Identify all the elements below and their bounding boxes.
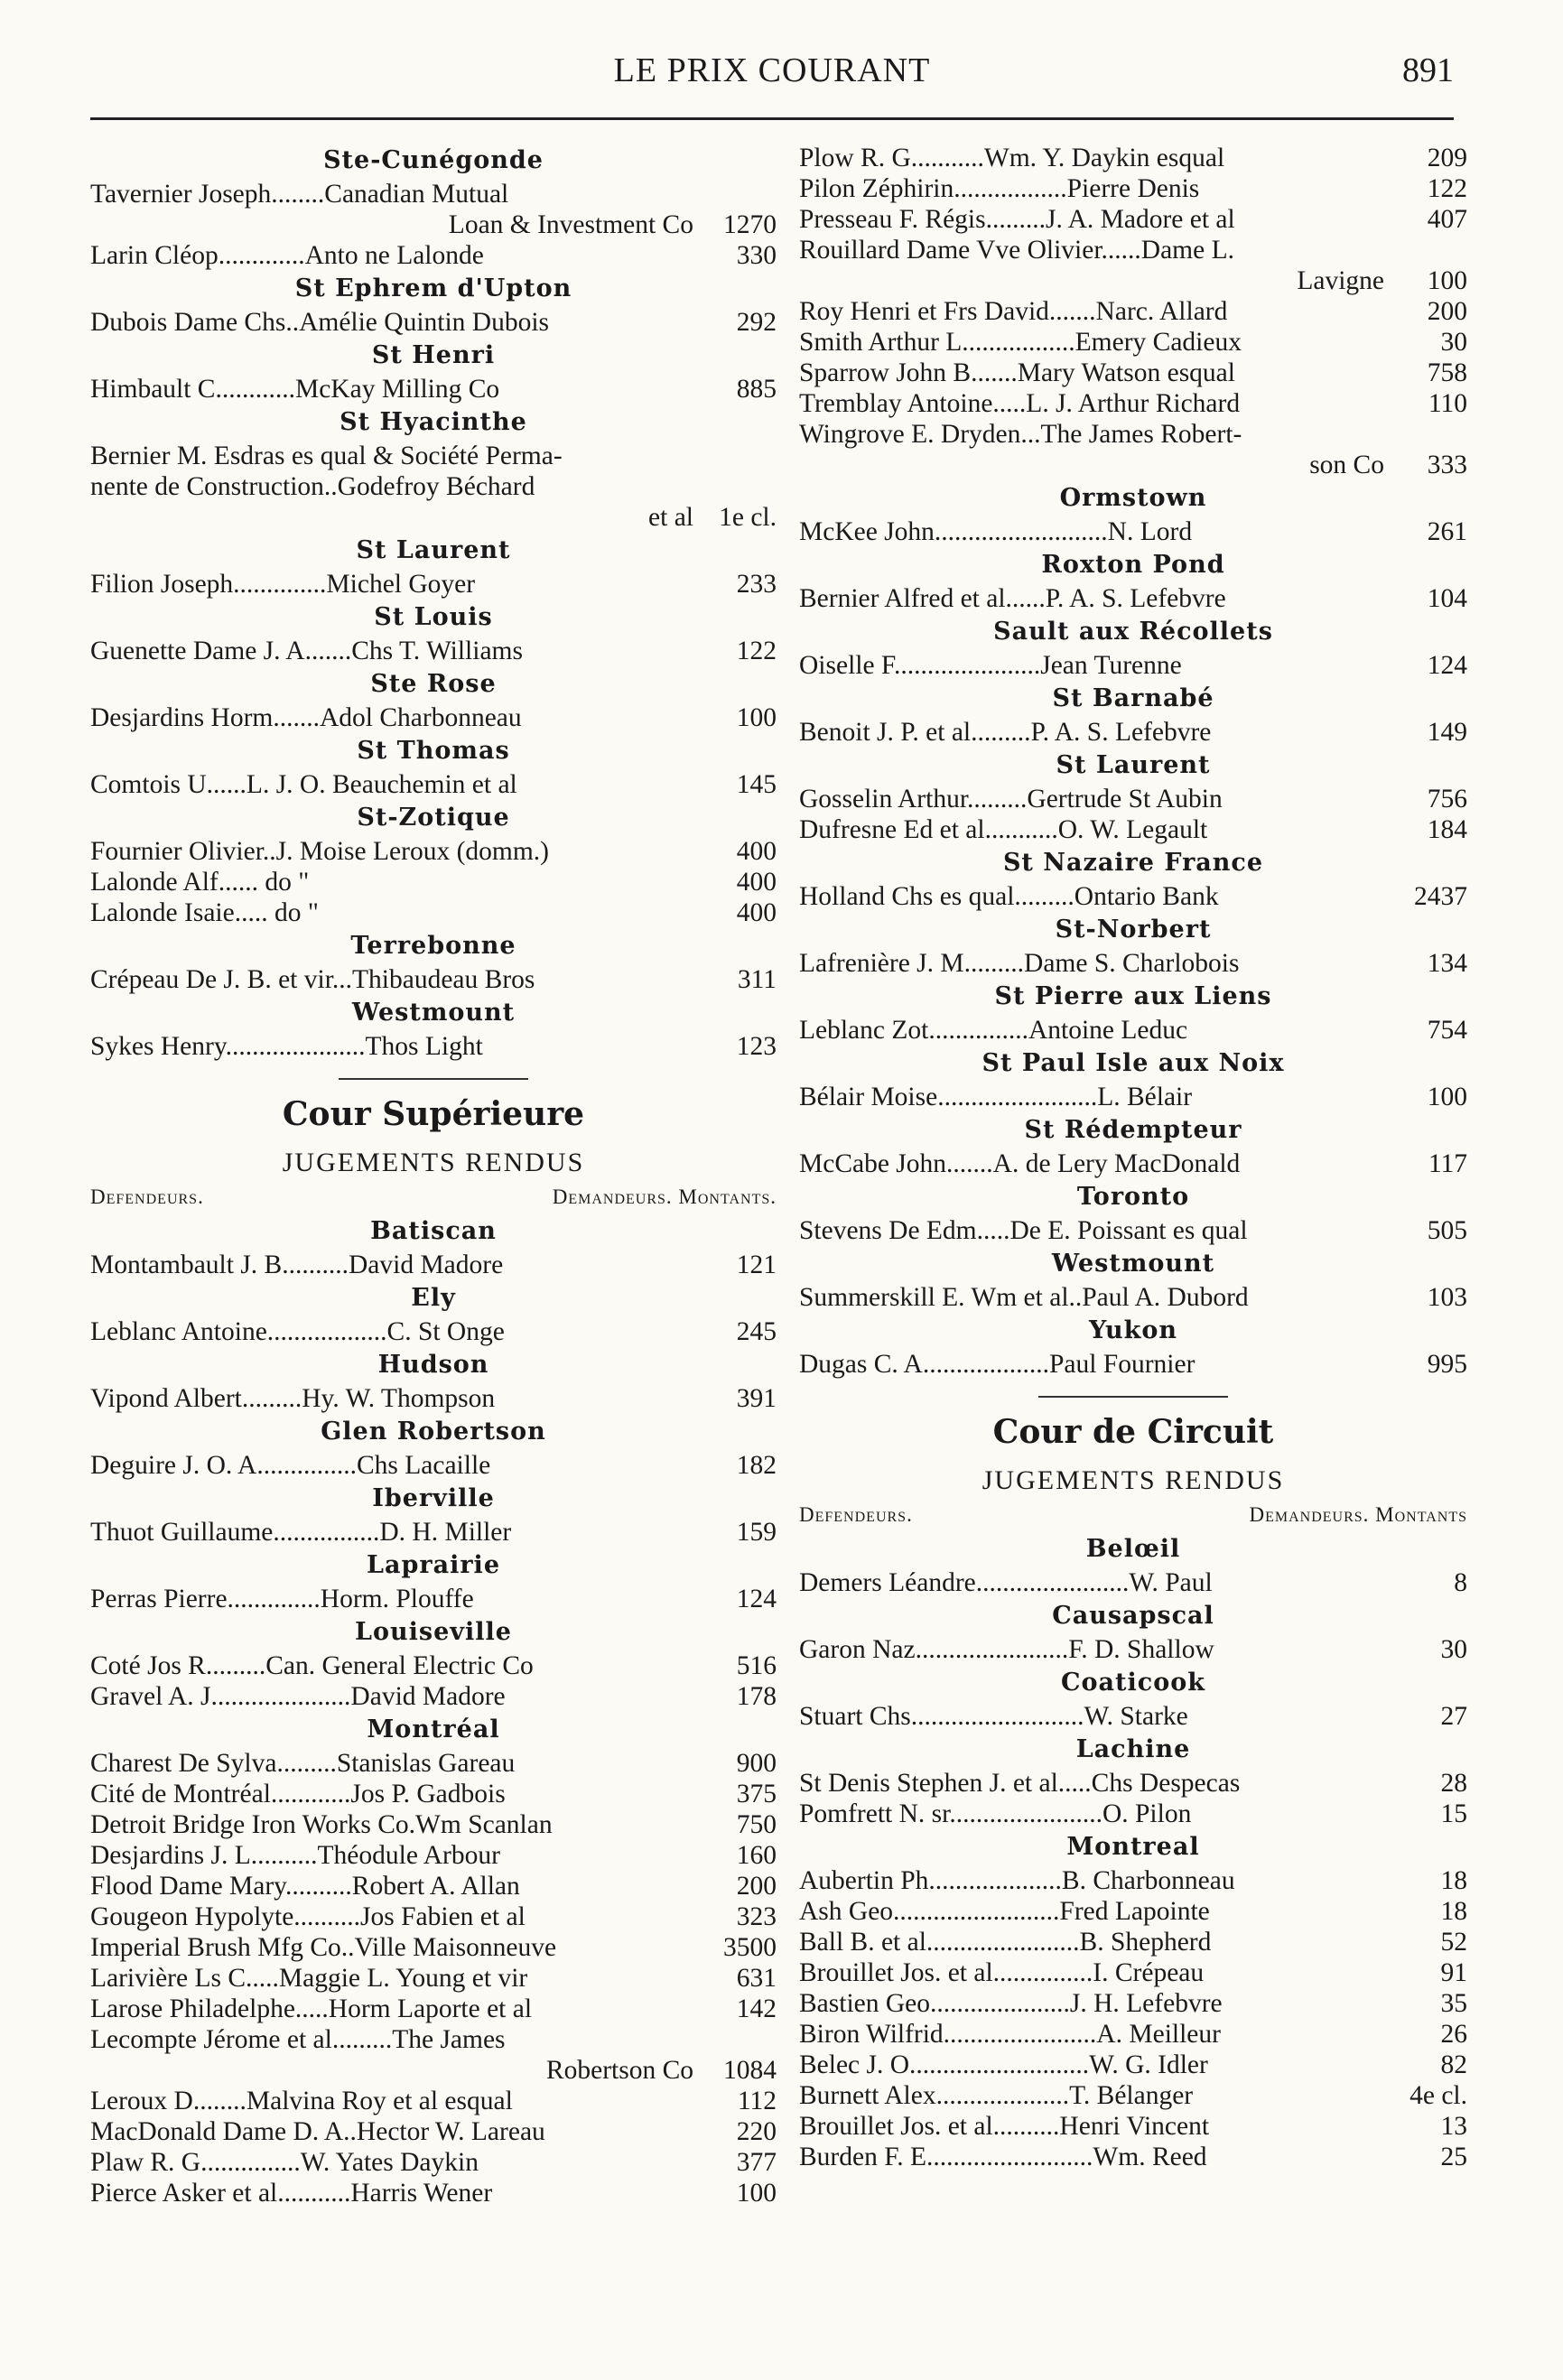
entry-parties: Larin Cléop.............Anto ne Lalonde <box>90 241 484 270</box>
judgment-entry <box>90 867 777 897</box>
entry-parties: McKee John..........................N. Lord <box>799 517 1193 546</box>
judgment-entry <box>90 1517 777 1548</box>
entry-parties: Oiselle F......................Jean Turenne <box>799 651 1182 680</box>
entry-amount: 149 <box>1427 718 1467 747</box>
entry-amount: 122 <box>1427 174 1467 203</box>
location-heading: St Paul Isle aux Noix <box>982 1049 1285 1077</box>
entry-parties: Leroux D........Malvina Roy et al esqual <box>90 2087 513 2115</box>
entry-amount: 159 <box>736 1518 777 1547</box>
entry-parties: Bernier M. Esdras es qual & Société Perma- <box>90 442 563 470</box>
entry-parties: Holland Chs es qual.........Ontario Bank <box>799 882 1219 911</box>
page-header <box>90 51 1454 98</box>
entry-parties: Ash Geo.........................Fred Lapointe <box>799 1897 1210 1926</box>
entry-amount: 26 <box>1440 2020 1467 2049</box>
location-heading: Ste-Cunégonde <box>323 146 544 174</box>
entry-amount: 750 <box>736 1810 777 1839</box>
entry-amount: 754 <box>1427 1016 1467 1045</box>
location-heading: Roxton Pond <box>1041 551 1225 579</box>
entry-parties: Imperial Brush Mfg Co..Ville Maisonneuve <box>90 1933 557 1962</box>
judgment-entry <box>90 702 777 733</box>
judgment-entry <box>799 1349 1467 1380</box>
entry-amount: 885 <box>736 375 777 404</box>
location-heading: St Barnabé <box>1052 684 1214 712</box>
entry-parties: Plow R. G...........Wm. Y. Daykin esqual <box>799 144 1225 172</box>
left-column <box>90 143 777 2208</box>
entry-parties: Charest De Sylva.........Stanislas Gareau <box>90 1749 516 1778</box>
judgment-entry <box>799 388 1467 419</box>
continuation-text: Robertson Co <box>545 2056 693 2085</box>
judgment-entry <box>799 1148 1467 1179</box>
location-heading: Ely <box>411 1284 456 1312</box>
judgment-entry <box>799 173 1467 204</box>
entry-parties: Larose Philadelphe.....Horm Laporte et al <box>90 1994 533 2023</box>
entry-parties: Sykes Henry.....................Thos Light <box>90 1032 483 1061</box>
judgment-entry <box>799 1082 1467 1112</box>
entry-amount: 184 <box>1427 815 1467 844</box>
entry-parties: Belec J. O...........................W. G. Idler <box>799 2050 1208 2079</box>
entry-parties: Guenette Dame J. A.......Chs T. Williams <box>90 637 523 665</box>
entry-parties: Bastien Geo.....................J. H. Lefebvre <box>799 1989 1223 2018</box>
location-heading: St Rédempteur <box>1024 1116 1242 1144</box>
entry-parties: Vipond Albert.........Hy. W. Thompson <box>90 1384 496 1413</box>
entry-amount: 4e cl. <box>1409 2081 1467 2110</box>
entry-parties: Leblanc Antoine..................C. St Onge <box>90 1317 505 1346</box>
judgment-entry <box>799 204 1467 235</box>
location-heading: Louiseville <box>355 1618 512 1646</box>
entry-amount: 245 <box>736 1317 777 1346</box>
entry-parties: Gougeon Hypolyte..........Jos Fabien et al <box>90 1902 526 1931</box>
judgment-entry <box>90 1932 777 1963</box>
judgment-entry <box>799 583 1467 614</box>
page-number: 891 <box>1402 51 1454 89</box>
entry-parties: Coté Jos R.........Can. General Electric Co <box>90 1651 534 1680</box>
entry-amount: 400 <box>736 837 777 866</box>
judgment-entry <box>799 2142 1467 2172</box>
entry-amount: 25 <box>1440 2143 1467 2171</box>
judgment-entry <box>90 2024 777 2055</box>
section-divider <box>1038 1396 1228 1398</box>
entry-amount: 13 <box>1440 2112 1467 2141</box>
entry-amount: 100 <box>736 2179 777 2208</box>
entry-amount: 123 <box>736 1032 777 1061</box>
location-heading: Sault aux Récollets <box>993 618 1273 646</box>
location-heading: Toronto <box>1076 1183 1190 1211</box>
entry-amount: 122 <box>736 637 777 665</box>
entry-parties: Leblanc Zot...............Antoine Leduc <box>799 1016 1188 1045</box>
defendants-heading: Defendeurs. <box>799 1503 913 1526</box>
entry-amount: 104 <box>1427 584 1467 613</box>
judgment-entry <box>799 1768 1467 1799</box>
location-heading: Coaticook <box>1061 1669 1205 1697</box>
location-heading: St Nazaire France <box>1002 849 1264 877</box>
location-heading: St Louis <box>374 603 493 631</box>
judgment-entry <box>799 650 1467 681</box>
entry-parties: St Denis Stephen J. et al.....Chs Despecas <box>799 1769 1241 1798</box>
entry-parties: Plaw R. G...............W. Yates Daykin <box>90 2148 479 2177</box>
entry-amount: 233 <box>736 570 777 599</box>
entry-amount: 1084 <box>723 2056 777 2085</box>
entry-amount: 200 <box>1427 297 1467 326</box>
judgment-entry <box>799 2050 1467 2080</box>
judgment-entry <box>799 1282 1467 1313</box>
entry-amount: 142 <box>736 1994 777 2023</box>
entry-amount: 323 <box>736 1902 777 1931</box>
judgment-entry <box>799 2111 1467 2142</box>
location-heading: Laprairie <box>367 1551 500 1579</box>
judgment-entry <box>90 307 777 338</box>
entry-amount: 631 <box>736 1964 777 1993</box>
judgment-entry <box>90 471 777 502</box>
judgment-entry <box>90 1450 777 1481</box>
entry-parties: Ball B. et al.......................B. Shepherd <box>799 1928 1212 1957</box>
entry-amount: 209 <box>1427 144 1467 172</box>
judgment-entry <box>799 327 1467 358</box>
entry-amount: 30 <box>1440 1635 1467 1664</box>
court-section-title: Cour de Circuit <box>992 1413 1274 1451</box>
entry-parties: Aubertin Ph....................B. Charbonneau <box>799 1866 1235 1895</box>
entry-parties: Burnett Alex....................T. Bélanger <box>799 2081 1194 2110</box>
entry-amount: 995 <box>1427 1350 1467 1379</box>
entry-parties: Gravel A. J.....................David Madore <box>90 1682 506 1711</box>
court-section-title: Cour Supérieure <box>282 1095 585 1133</box>
entry-parties: Lafrenière J. M.........Dame S. Charlobois <box>799 949 1240 978</box>
entry-parties: Tavernier Joseph........Canadian Mutual <box>90 180 509 209</box>
entry-amount: 8 <box>1454 1568 1467 1597</box>
judgment-entry <box>799 881 1467 912</box>
location-heading: Montréal <box>367 1715 500 1743</box>
entry-parties: McCabe John.......A. de Lery MacDonald <box>799 1149 1241 1178</box>
entry-amount: 100 <box>1427 266 1467 295</box>
entry-amount: 220 <box>736 2117 777 2146</box>
entry-parties: Demers Léandre.......................W. Paul <box>799 1568 1213 1597</box>
location-heading: St Hyacinthe <box>340 408 527 436</box>
entry-parties: Cité de Montréal............Jos P. Gadbois <box>90 1780 506 1808</box>
entry-amount: 103 <box>1427 1283 1467 1312</box>
judgment-entry <box>90 1031 777 1062</box>
location-heading: St-Zotique <box>357 804 510 832</box>
judgment-entry <box>90 1383 777 1414</box>
judgment-entry <box>799 1865 1467 1896</box>
location-heading: Terrebonne <box>350 932 516 960</box>
entry-amount: 35 <box>1440 1989 1467 2018</box>
continuation-text: Lavigne <box>1297 266 1384 295</box>
entry-parties: Perras Pierre..............Horm. Plouffe <box>90 1585 474 1613</box>
entry-parties: Filion Joseph..............Michel Goyer <box>90 570 476 599</box>
entry-parties: Himbault C............McKay Milling Co <box>90 375 500 404</box>
judgment-entry <box>90 2178 777 2208</box>
defendants-heading: Defendeurs. <box>90 1185 204 1208</box>
entry-parties: Deguire J. O. A...............Chs Lacaille <box>90 1451 491 1480</box>
entry-parties: Lalonde Isaie..... do " <box>90 898 319 927</box>
entry-amount: 117 <box>1428 1149 1467 1178</box>
judgment-entry <box>90 2116 777 2147</box>
entry-amount: 100 <box>736 703 777 732</box>
plaintiffs-amounts-heading: Demandeurs. Montants <box>1249 1503 1467 1526</box>
judgment-entry <box>90 836 777 867</box>
entry-amount: 377 <box>736 2148 777 2177</box>
entry-amount: 112 <box>737 2087 777 2115</box>
judgment-entry <box>799 1215 1467 1246</box>
judgment-entry <box>799 1799 1467 1829</box>
location-heading: Yukon <box>1089 1316 1177 1344</box>
entry-amount: 91 <box>1440 1958 1467 1987</box>
judgment-entry <box>90 1840 777 1871</box>
location-heading: Ste Rose <box>370 670 497 698</box>
right-column <box>799 143 1467 2172</box>
judgment-entry <box>90 569 777 600</box>
entry-amount: 756 <box>1427 785 1467 813</box>
entry-amount: 52 <box>1440 1928 1467 1957</box>
entry-parties: Detroit Bridge Iron Works Co.Wm Scanlan <box>90 1810 553 1839</box>
entry-parties: nente de Construction..Godefroy Béchard <box>90 472 535 501</box>
section-divider <box>339 1078 528 1080</box>
entry-amount: 30 <box>1440 328 1467 357</box>
section-subtitle: JUGEMENTS RENDUS <box>982 1465 1285 1495</box>
entry-amount: 18 <box>1440 1866 1467 1895</box>
judgment-entry <box>90 179 777 209</box>
judgment-entry <box>799 235 1467 265</box>
judgment-entry <box>799 784 1467 814</box>
entry-parties: Crépeau De J. B. et vir...Thibaudeau Bros <box>90 965 535 994</box>
location-heading: Westmount <box>351 999 516 1027</box>
column-headings <box>799 1499 1467 1531</box>
judgment-entry <box>90 1584 777 1614</box>
judgment-entry <box>799 948 1467 979</box>
entry-amount: 82 <box>1440 2050 1467 2079</box>
entry-amount: 400 <box>736 898 777 927</box>
entry-amount: 15 <box>1440 1799 1467 1828</box>
judgment-entry <box>90 1650 777 1681</box>
judgment-entry <box>799 2019 1467 2050</box>
entry-amount: 200 <box>736 1872 777 1901</box>
entry-continuation <box>90 502 777 533</box>
entry-parties: Brouillet Jos. et al...............I. Crépeau <box>799 1958 1205 1987</box>
location-heading: Ormstown <box>1059 484 1207 512</box>
entry-parties: Benoit J. P. et al.........P. A. S. Lefebvre <box>799 718 1212 747</box>
judgment-entry <box>799 717 1467 748</box>
location-heading: St Laurent <box>1056 751 1211 779</box>
entry-continuation <box>90 209 777 240</box>
continuation-text: son Co <box>1309 451 1384 479</box>
entry-parties: Wingrove E. Dryden...The James Robert- <box>799 420 1242 449</box>
judgment-entry <box>799 1701 1467 1732</box>
entry-parties: Desjardins J. L..........Théodule Arbour <box>90 1841 500 1870</box>
entry-parties: Dubois Dame Chs..Amélie Quintin Dubois <box>90 308 550 337</box>
entry-parties: Montambault J. B..........David Madore <box>90 1250 504 1279</box>
location-heading: St Pierre aux Liens <box>994 982 1272 1010</box>
entry-amount: 100 <box>1427 1083 1467 1111</box>
judgment-entry <box>799 814 1467 845</box>
entry-amount: 124 <box>1427 651 1467 680</box>
entry-parties: Burden F. E.........................Wm. Reed <box>799 2143 1207 2171</box>
header-rule <box>90 117 1454 120</box>
continuation-text: Loan & Investment Co <box>448 210 693 239</box>
entry-amount: 145 <box>736 770 777 799</box>
location-heading: Westmount <box>1051 1250 1215 1278</box>
entry-parties: Pomfrett N. sr.......................O. Pilon <box>799 1799 1192 1828</box>
judgment-entry <box>799 1896 1467 1927</box>
entry-amount: 2437 <box>1414 882 1467 911</box>
judgment-entry <box>799 143 1467 173</box>
location-heading: Glen Robertson <box>321 1418 546 1446</box>
entry-continuation <box>799 450 1467 480</box>
plaintiffs-amounts-heading: Demandeurs. Montants. <box>552 1185 777 1208</box>
entry-parties: Gosselin Arthur.........Gertrude St Aubin <box>799 785 1223 813</box>
entry-continuation <box>799 265 1467 296</box>
entry-amount: 516 <box>736 1651 777 1680</box>
section-subtitle: JUGEMENTS RENDUS <box>282 1148 585 1177</box>
location-heading: Belœil <box>1085 1535 1181 1563</box>
location-heading: St Laurent <box>356 536 511 564</box>
entry-parties: Sparrow John B.......Mary Watson esqual <box>799 358 1235 387</box>
judgment-entry <box>90 441 777 471</box>
judgment-entry <box>799 296 1467 327</box>
entry-parties: Pilon Zéphirin.................Pierre Denis <box>799 174 1200 203</box>
entry-amount: 28 <box>1440 1769 1467 1798</box>
judgment-entry <box>90 1963 777 1994</box>
entry-parties: Larivière Ls C.....Maggie L. Young et vir <box>90 1964 528 1993</box>
entry-parties: Lecompte Jérome et al.........The James <box>90 2025 506 2054</box>
judgment-entry <box>799 1988 1467 2019</box>
page-title: LE PRIX COURANT <box>613 51 931 89</box>
entry-amount: 407 <box>1427 205 1467 234</box>
judgment-entry <box>799 1015 1467 1046</box>
location-heading: Hudson <box>377 1351 489 1379</box>
entry-parties: Rouillard Dame Vve Olivier......Dame L. <box>799 236 1234 265</box>
entry-amount: 1e cl. <box>719 503 777 532</box>
judgment-entry <box>90 1316 777 1347</box>
judgment-entry <box>90 1901 777 1932</box>
judgment-entry <box>799 1634 1467 1665</box>
location-heading: Lachine <box>1075 1735 1191 1763</box>
entry-amount: 333 <box>1427 451 1467 479</box>
judgment-entry <box>799 419 1467 450</box>
entry-parties: Desjardins Horm.......Adol Charbonneau <box>90 703 522 732</box>
entry-parties: Flood Dame Mary..........Robert A. Allan <box>90 1872 520 1901</box>
entry-parties: Lalonde Alf...... do " <box>90 868 310 897</box>
entry-amount: 400 <box>736 868 777 897</box>
entry-parties: Tremblay Antoine.....L. J. Arthur Richard <box>799 389 1241 418</box>
entry-amount: 18 <box>1440 1897 1467 1926</box>
entry-amount: 3500 <box>723 1933 777 1962</box>
judgment-entry <box>799 1957 1467 1988</box>
location-heading: St Ephrem d'Upton <box>294 274 572 302</box>
judgment-entry <box>799 1927 1467 1957</box>
entry-parties: Smith Arthur L.................Emery Cadieux <box>799 328 1242 357</box>
location-heading: St Thomas <box>357 737 510 765</box>
judgment-entry <box>90 1748 777 1779</box>
entry-parties: Roy Henri et Frs David.......Narc. Allard <box>799 297 1228 326</box>
entry-amount: 110 <box>1428 389 1467 418</box>
entry-amount: 160 <box>736 1841 777 1870</box>
entry-parties: Bernier Alfred et al......P. A. S. Lefebvre <box>799 584 1226 613</box>
judgment-entry <box>90 2086 777 2116</box>
entry-amount: 27 <box>1440 1702 1467 1731</box>
judgment-entry <box>90 2147 777 2178</box>
entry-amount: 134 <box>1427 949 1467 978</box>
judgment-entry <box>90 897 777 928</box>
entry-parties: MacDonald Dame D. A..Hector W. Lareau <box>90 2117 545 2146</box>
entry-amount: 758 <box>1427 358 1467 387</box>
entry-amount: 292 <box>736 308 777 337</box>
entry-amount: 178 <box>736 1682 777 1711</box>
judgment-entry <box>90 1250 777 1280</box>
location-heading: St-Norbert <box>1055 916 1212 944</box>
entry-parties: Stevens De Edm.....De E. Poissant es qual <box>799 1216 1248 1245</box>
entry-amount: 121 <box>736 1250 777 1279</box>
entry-continuation <box>90 2055 777 2086</box>
entry-amount: 900 <box>736 1749 777 1778</box>
judgment-entry <box>90 1681 777 1712</box>
entry-parties: Bélair Moise........................L. Bélair <box>799 1083 1193 1111</box>
entry-parties: Stuart Chs..........................W. Starke <box>799 1702 1188 1731</box>
entry-parties: Brouillet Jos. et al..........Henri Vincent <box>799 2112 1210 2141</box>
entry-parties: Fournier Olivier..J. Moise Leroux (domm.) <box>90 837 549 866</box>
entry-amount: 505 <box>1427 1216 1467 1245</box>
entry-parties: Dugas C. A...................Paul Fournier <box>799 1350 1196 1379</box>
judgment-entry <box>90 1779 777 1809</box>
judgment-entry <box>90 1871 777 1901</box>
entry-parties: Comtois U......L. J. O. Beauchemin et al <box>90 770 517 799</box>
judgment-entry <box>90 964 777 995</box>
entry-parties: Summerskill E. Wm et al..Paul A. Dubord <box>799 1283 1249 1312</box>
entry-amount: 261 <box>1427 517 1467 546</box>
entry-amount: 311 <box>737 965 777 994</box>
entry-amount: 330 <box>736 241 777 270</box>
judgment-entry <box>799 516 1467 547</box>
judgment-entry <box>90 1809 777 1840</box>
entry-parties: Biron Wilfrid.......................A. Meilleur <box>799 2020 1221 2049</box>
continuation-text: et al <box>648 503 693 532</box>
entry-amount: 124 <box>736 1585 777 1613</box>
entry-amount: 1270 <box>723 210 777 239</box>
judgment-entry <box>90 374 777 404</box>
judgment-entry <box>90 769 777 800</box>
judgment-entry <box>90 1994 777 2024</box>
entry-parties: Garon Naz.......................F. D. Shallow <box>799 1635 1214 1664</box>
location-heading: Iberville <box>372 1484 495 1512</box>
judgment-entry <box>90 636 777 666</box>
location-heading: Causapscal <box>1052 1602 1214 1630</box>
judgment-entry <box>799 358 1467 388</box>
entry-amount: 391 <box>736 1384 777 1413</box>
judgment-entry <box>799 2080 1467 2111</box>
entry-parties: Pierce Asker et al...........Harris Wener <box>90 2179 493 2208</box>
location-heading: Batiscan <box>370 1217 497 1245</box>
entry-parties: Thuot Guillaume................D. H. Miller <box>90 1518 512 1547</box>
location-heading: St Henri <box>371 341 496 369</box>
column-headings <box>90 1181 777 1213</box>
location-heading: Montreal <box>1066 1833 1200 1861</box>
entry-parties: Presseau F. Régis.........J. A. Madore et al <box>799 205 1235 234</box>
entry-amount: 182 <box>736 1451 777 1480</box>
judgment-entry <box>799 1567 1467 1598</box>
judgment-entry <box>90 240 777 271</box>
entry-amount: 375 <box>736 1780 777 1808</box>
entry-parties: Dufresne Ed et al...........O. W. Legault <box>799 815 1208 844</box>
